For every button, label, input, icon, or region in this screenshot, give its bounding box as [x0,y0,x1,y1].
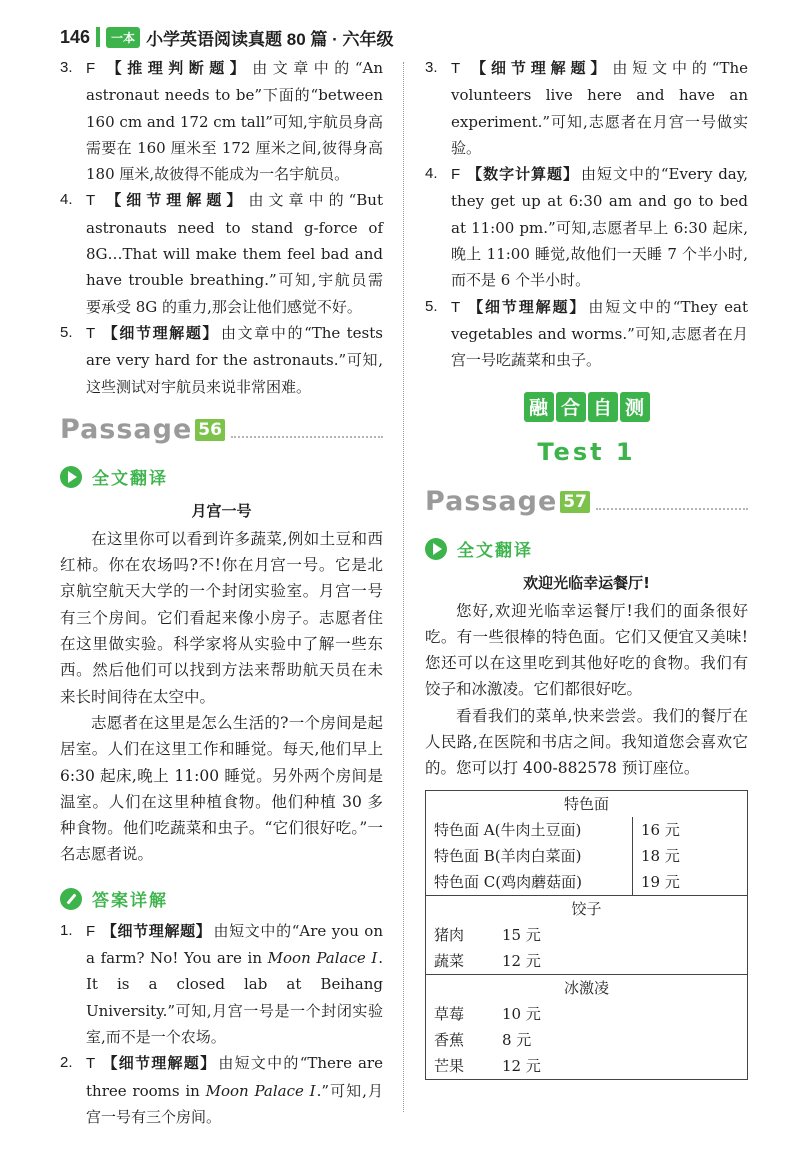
answer-tf: T [86,192,96,210]
answer-tf: T [86,324,96,342]
question-type-tag: 【数字计算题】 [466,166,579,184]
pencil-icon [60,888,82,910]
answer-item [425,161,748,293]
answer-number: 4. [425,165,438,183]
answer-explanation: 由文章中的“But astronauts need to stand g-force of 8G…That will make them feel bad and have trouble breathing.”可知,宇航员需要承受 8G 的重力,那会让他们感觉不好。 [86,191,383,316]
translation-paragraph: 您好,欢迎光临幸运餐厅!我们的面条很好吃。有一些很棒的特色面。它们又便宜又美味!您还可以在这里吃到其他好吃的食物。我们有饺子和冰激凌。它们都很好吃。 [425,601,748,699]
answer-item [60,320,383,400]
answer-item [60,187,383,319]
passage-word: Passage [425,486,558,518]
menu-table [425,790,748,1080]
answer-item [60,55,383,187]
translation-paragraph: 在这里你可以看到许多蔬菜,例如土豆和西红柿。你在农场吗?不!你在月宫一号。它是北京航空航天大学的一个封闭实验室。月宫一号有三个房间。它们看起来像小房子。志愿者住在这里做实验。科学家将从实验中了解一些东西。然后他们可以找到方法来帮助航天员在未来长时间待在太空中。 [60,529,383,706]
menu-item-name: 草莓 [434,1004,465,1023]
passage-heading [60,406,383,454]
menu-item-name: 特色面 B(羊肉白菜面) [426,843,633,869]
menu-item-price: 10 元 [502,1004,541,1023]
translation-title: 月宫一号 [191,501,252,520]
menu-item-name: 猪肉 [434,925,465,944]
answer-explanation-cont: .”可知,月宫一号有三个房间。 [86,1081,383,1126]
translation-title: 欢迎光临幸运餐厅! [523,573,650,592]
badge-char: 合 [556,392,586,422]
question-type-tag: 【细节理解题】 [101,192,247,210]
dotted-rule [231,436,383,438]
menu-row [426,1053,748,1080]
menu-item-price: 19 元 [633,869,748,896]
answer-tf: F [86,922,96,940]
menu-row [426,948,748,975]
answer-number: 3. [60,59,73,76]
translation-paragraph: 看看我们的菜单,快来尝尝。我们的餐厅在人民路,在医院和书店之间。我知道您会喜欢它的。您可以打 400-882578 预订座位。 [425,706,748,778]
test-title: Test 1 [537,437,636,466]
menu-item-name: 香蕉 [434,1030,465,1049]
badge-char: 融 [524,392,554,422]
answers-heading [60,880,383,918]
menu-item-price: 15 元 [502,925,541,944]
play-icon [425,538,447,560]
italic-term: Moon Palace Ⅰ [267,949,379,968]
question-type-tag: 【细节理解题】 [466,298,587,316]
menu-item-name: 芒果 [434,1056,465,1075]
answer-tf: F [451,166,461,184]
answers-heading-label: 答案详解 [92,891,168,912]
section-badge [425,392,748,422]
answer-number: 4. [60,191,73,209]
answer-explanation: 由短文中的“The volunteers live here and have an experiment.”可知,志愿者在月宫一号做实验。 [451,59,748,157]
question-type-tag: 【细节理解题】 [101,324,220,342]
translation-heading-label: 全文翻译 [92,469,168,490]
menu-category: 饺子 [426,895,748,922]
brand-logo: 一本 [106,27,140,48]
answer-explanation: 由短文中的“They eat vegetables and worms.”可知,志愿者在月宫一号吃蔬菜和虫子。 [451,297,748,370]
menu-row [426,1001,748,1027]
answer-explanation: 由文章中的“An astronaut needs to be”下面的“between 160 cm and 172 cm tall”可知,宇航员身高需要在 160 厘米至 172 厘米之间,彼得身高 180 厘米,故彼得不能成为一名宇航员。 [86,59,383,184]
menu-category: 冰激凌 [426,974,748,1001]
translation-paragraph: 志愿者在这里是怎么生活的?一个房间是起居室。人们在这里工作和睡觉。每天,他们早上 6:30 起床,晚上 11:00 睡觉。另外两个房间是温室。人们在这里种植食物。他们种植 30 多种食物。他们吃蔬菜和虫子。“它们很好吃。”一名志愿者说。 [60,713,383,864]
translation-heading-label: 全文翻译 [457,541,533,562]
answer-number: 5. [60,323,73,341]
left-column [60,55,383,1130]
answer-explanation: 由短文中的“There are three rooms in [86,1054,383,1100]
question-type-tag: 【细节理解题】 [466,60,611,77]
menu-item-price: 8 元 [502,1030,532,1049]
book-title: 小学英语阅读真题 80 篇 · 六年级 [146,29,394,49]
menu-row [426,869,748,896]
menu-row [426,922,748,948]
answer-explanation: 由短文中的“Every day, they get up at 6:30 am and go to bed at 11:00 pm.”可知,志愿者早上 6:30 起床,晚上 11:00 睡觉,故他们一天睡 7 个半小时,而不是 6 个半小时。 [451,165,748,290]
answer-item [60,1050,383,1130]
answer-item [425,294,748,374]
menu-item-name: 特色面 A(牛肉土豆面) [426,817,633,843]
answer-tf: T [86,1055,96,1073]
answer-explanation: 由文章中的“The tests are very hard for the astronauts.”可知,这些测试对宇航员来说非常困难。 [86,323,383,396]
answer-tf: F [86,60,96,77]
answer-number: 3. [425,59,438,76]
menu-item-price: 12 元 [502,951,541,970]
question-type-tag: 【细节理解题】 [101,1055,217,1073]
passage-number: 57 [560,491,590,513]
passage-heading [425,478,748,526]
passage-word: Passage [60,414,193,446]
column-divider [403,62,404,1112]
menu-row [426,817,748,843]
answer-number: 1. [60,921,73,939]
answer-explanation-cont: . It is a closed lab at Beihang University.”可知,月宫一号是一个封闭实验室,而不是一个农场。 [86,949,383,1046]
play-icon [60,466,82,488]
italic-term: Moon Palace Ⅰ [205,1081,317,1100]
badge-char: 测 [620,392,650,422]
menu-item-name: 特色面 C(鸡肉蘑菇面) [426,869,633,896]
answer-item [60,918,383,1050]
translation-heading [60,458,383,496]
menu-item-price: 16 元 [633,817,748,843]
passage-number: 56 [195,419,225,441]
menu-row [426,1027,748,1053]
answer-tf: T [451,298,461,316]
menu-category: 特色面 [426,790,748,817]
answer-number: 5. [425,297,438,315]
page-number: 146 [60,26,91,47]
answer-item [425,55,748,161]
menu-row [426,843,748,869]
right-column [425,55,748,1080]
question-type-tag: 【推理判断题】 [101,60,251,77]
menu-item-price: 18 元 [633,843,748,869]
answer-explanation: 由短文中的“Are you on a farm? No! You are in [86,921,383,968]
header-divider [96,27,100,47]
answer-number: 2. [60,1054,73,1072]
question-type-tag: 【细节理解题】 [101,922,212,940]
dotted-rule [596,508,748,510]
badge-char: 自 [588,392,618,422]
translation-heading [425,530,748,568]
menu-item-price: 12 元 [502,1056,541,1075]
page-header [60,22,394,52]
menu-item-name: 蔬菜 [434,951,465,970]
answer-tf: T [451,60,461,77]
